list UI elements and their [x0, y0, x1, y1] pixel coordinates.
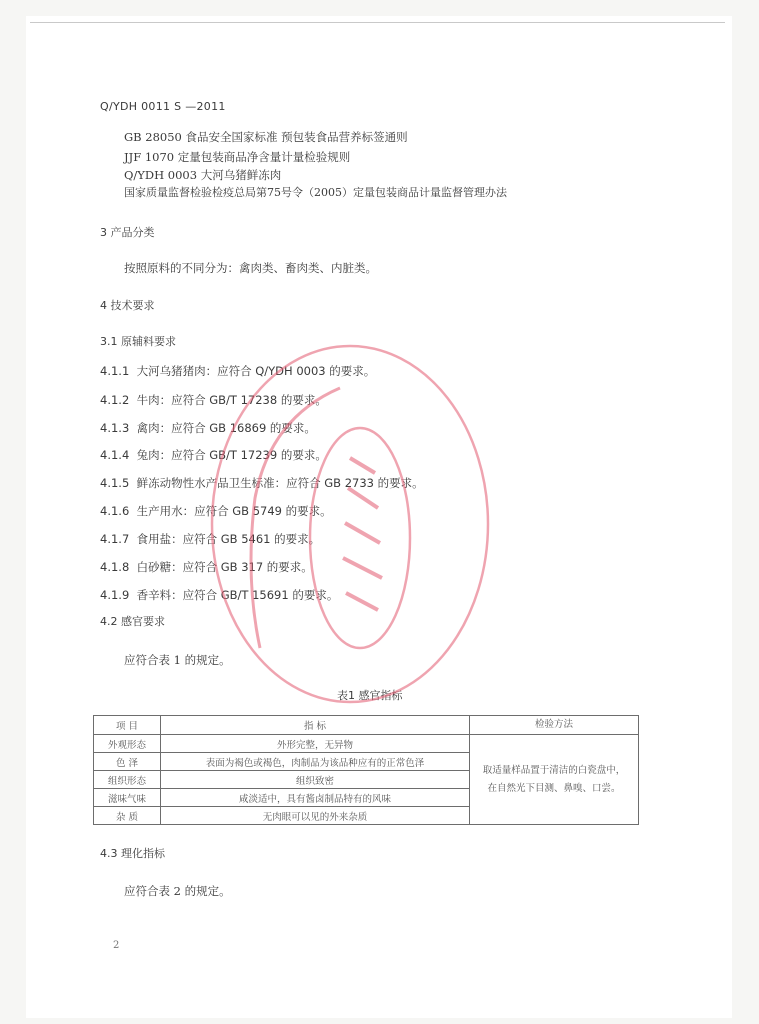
- section-4-heading: 4 技术要求: [100, 299, 155, 312]
- clause-number: 4.1.7: [100, 532, 130, 546]
- clause-number: 4.1.6: [100, 504, 130, 518]
- method-line: 取适量样品置于清洁的白瓷盘中，: [482, 764, 626, 776]
- table-cell-value: 表面为褐色或褐色，肉制品为该品种应有的正常色泽: [161, 753, 470, 771]
- clause-number: 4.1.9: [100, 588, 130, 602]
- clause-item: [100, 420, 316, 436]
- clause-text: 大河乌猪猪肉：应符合 Q/YDH 0003 的要求。: [136, 364, 376, 378]
- clause-item: [100, 475, 424, 491]
- table-cell-value: 外形完整，无异物: [161, 735, 470, 753]
- sensory-table: [93, 715, 639, 825]
- table-cell-item: 色 泽: [94, 753, 161, 771]
- standard-code: Q/YDH 0011 S —2011: [100, 100, 226, 113]
- table-row: [94, 735, 639, 753]
- table-cell-item: 杂 质: [94, 807, 161, 825]
- clause-number: 4.1.8: [100, 560, 130, 574]
- clause-text: 禽肉：应符合 GB 16869 的要求。: [136, 421, 316, 435]
- clause-item: [100, 587, 338, 603]
- section-4-3-heading: 4.3 理化指标: [100, 847, 165, 860]
- clause-text: 牛肉：应符合 GB/T 17238 的要求。: [136, 393, 327, 407]
- clause-text: 生产用水：应符合 GB 5749 的要求。: [136, 504, 332, 518]
- section-4-2-heading: 4.2 感官要求: [100, 615, 165, 628]
- table-cell-item: 外观形态: [94, 735, 161, 753]
- header-rule: [30, 22, 725, 23]
- clause-item: [100, 363, 375, 379]
- reference-line: GB 28050 食品安全国家标准 预包装食品营养标签通则: [124, 130, 408, 144]
- section-4-2-text: 应符合表 1 的规定。: [124, 653, 231, 667]
- clause-text: 兔肉：应符合 GB/T 17239 的要求。: [136, 448, 327, 462]
- clause-item: [100, 531, 320, 547]
- section-3-heading: 3 产品分类: [100, 226, 155, 239]
- table-cell-item: 滋味气味: [94, 789, 161, 807]
- table-cell-method: [470, 735, 639, 825]
- clause-number: 4.1.5: [100, 476, 130, 490]
- clause-text: 鲜冻动物性水产品卫生标准：应符合 GB 2733 的要求。: [136, 476, 424, 490]
- clause-number: 4.1.3: [100, 421, 130, 435]
- clause-item: [100, 503, 332, 519]
- clause-item: [100, 559, 313, 575]
- clause-number: 4.1.2: [100, 393, 130, 407]
- section-4-3-text: 应符合表 2 的规定。: [124, 884, 231, 898]
- clause-text: 香辛料：应符合 GB/T 15691 的要求。: [136, 588, 339, 602]
- table-header-cell: 检验方法: [470, 716, 639, 735]
- clause-item: [100, 392, 327, 408]
- clause-item: [100, 447, 327, 463]
- clause-text: 食用盐：应符合 GB 5461 的要求。: [136, 532, 321, 546]
- table-header-cell: 指 标: [161, 716, 470, 735]
- page-number: 2: [113, 940, 120, 951]
- table-cell-value: 组织致密: [161, 771, 470, 789]
- clause-number: 4.1.4: [100, 448, 130, 462]
- table-cell-value: 咸淡适中，具有酱卤制品特有的风味: [161, 789, 470, 807]
- reference-line: 国家质量监督检验检疫总局第75号令（2005）定量包装商品计量监督管理办法: [124, 186, 507, 199]
- section-3-text: 按照原料的不同分为：禽肉类、畜肉类、内脏类。: [124, 261, 377, 275]
- table-cell-item: 组织形态: [94, 771, 161, 789]
- method-line: 在自然光下目测、鼻嗅、口尝。: [487, 782, 621, 794]
- clause-text: 白砂糖：应符合 GB 317 的要求。: [136, 560, 313, 574]
- reference-line: Q/YDH 0003 大河乌猪鲜冻肉: [124, 168, 282, 182]
- table-header-row: [94, 716, 639, 735]
- section-4-1-heading: 3.1 原辅料要求: [100, 335, 176, 348]
- table-cell-value: 无肉眼可以见的外来杂质: [161, 807, 470, 825]
- table-header-cell: 项 目: [94, 716, 161, 735]
- reference-line: JJF 1070 定量包装商品净含量计量检验规则: [124, 150, 351, 164]
- table-caption: 表1 感官指标: [337, 689, 403, 702]
- clause-number: 4.1.1: [100, 364, 130, 378]
